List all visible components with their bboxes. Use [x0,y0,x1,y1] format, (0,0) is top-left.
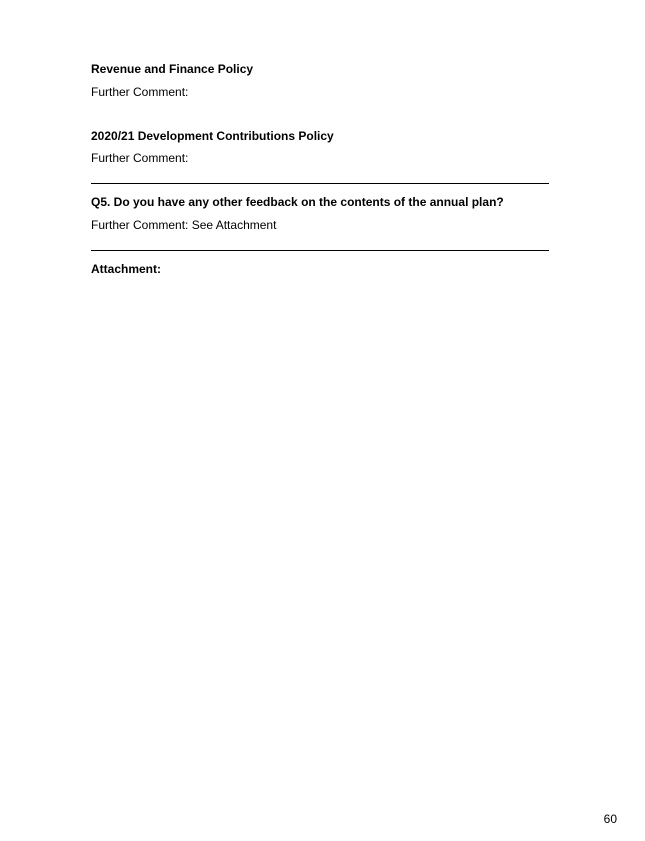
development-contributions-policy-heading: 2020/21 Development Contributions Policy [91,129,334,143]
page-number: 60 [603,812,617,826]
development-contributions-further-comment: Further Comment: [91,151,189,165]
q5-further-comment: Further Comment: See Attachment [91,218,277,232]
revenue-finance-policy-heading: Revenue and Finance Policy [91,62,254,76]
q5-question-heading: Q5. Do you have any other feedback on the contents of the annual plan? [91,195,504,209]
attachment-heading: Attachment: [91,262,162,276]
revenue-finance-further-comment: Further Comment: [91,85,189,99]
section-divider [91,250,549,251]
section-divider [91,183,549,184]
